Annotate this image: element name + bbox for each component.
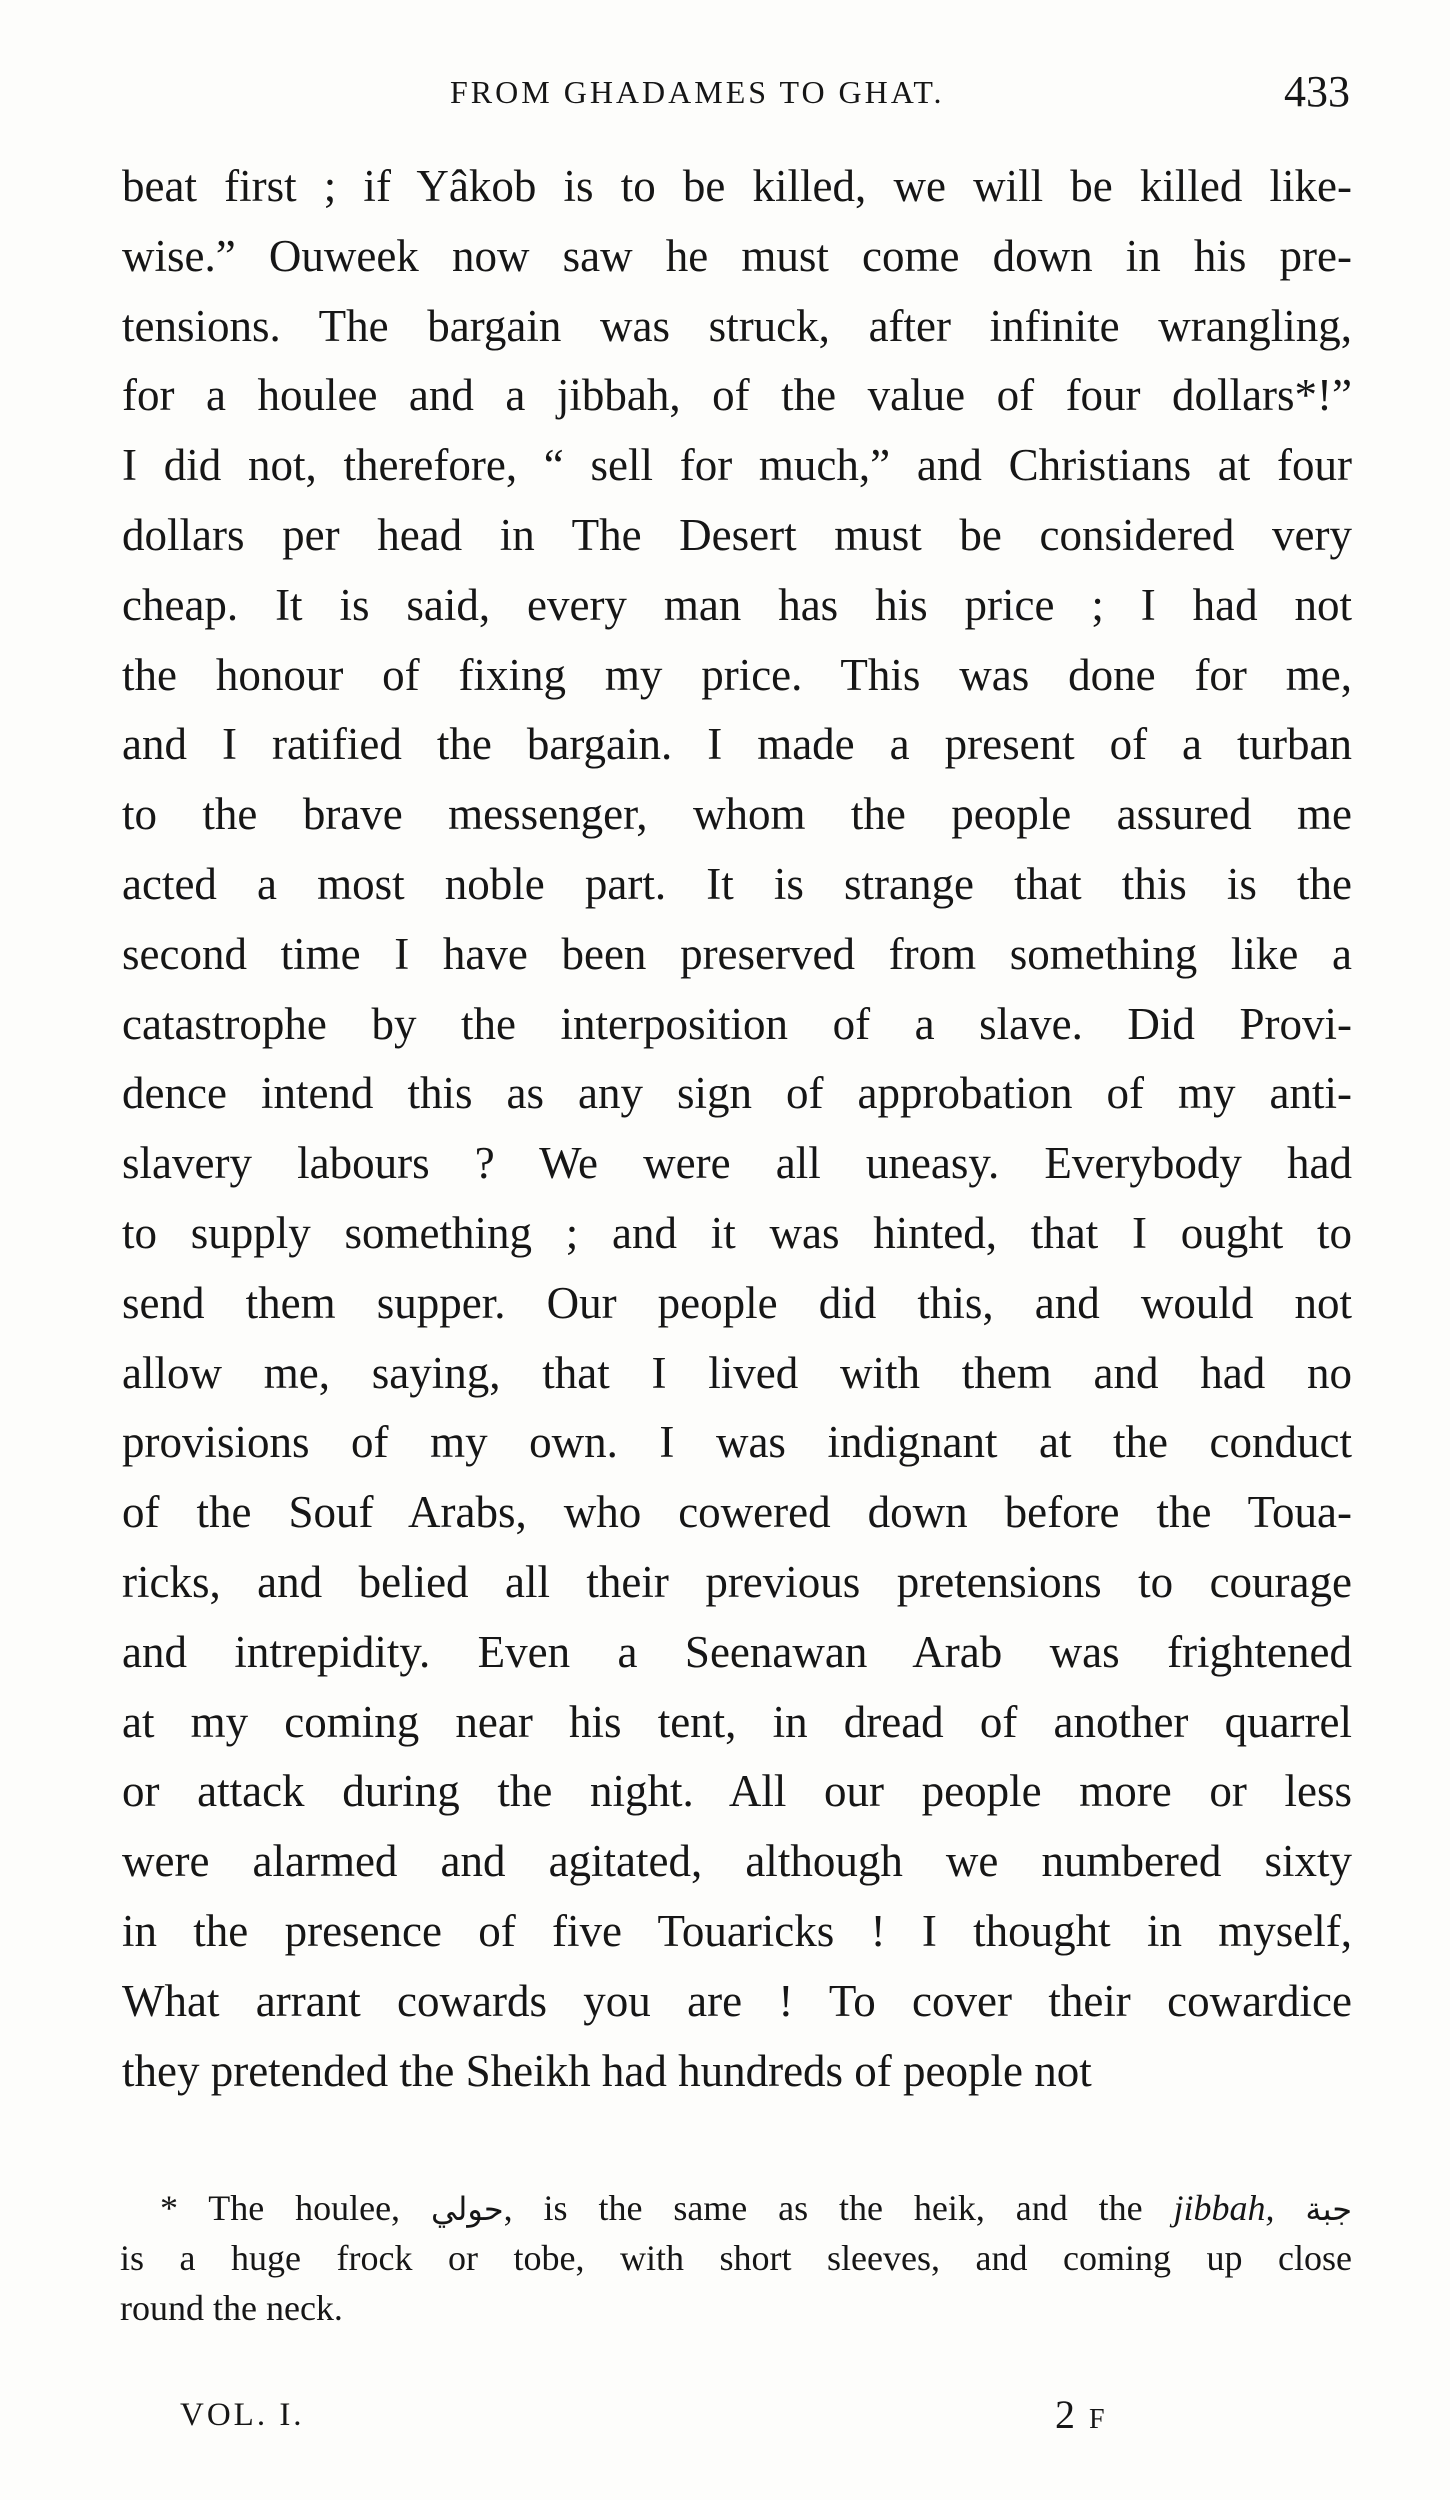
- text-line: ricks, and belied all their previous pretensions to courage: [122, 1556, 1352, 1607]
- text-line: What arrant cowards you are ! To cover their cowardice: [122, 1975, 1352, 2026]
- text-line: dollars per head in The Desert must be considered very: [122, 509, 1352, 560]
- running-title: FROM GHADAMES TO GHAT.: [450, 74, 945, 110]
- text-line: were alarmed and agitated, although we numbered sixty: [122, 1836, 1352, 1887]
- footnote-prefix: * The houlee,: [160, 2188, 401, 2228]
- footnote-middle: , is the same as the heik, and the: [503, 2188, 1174, 2228]
- text-line: send them supper. Our people did this, and would not: [122, 1277, 1352, 1328]
- footnote-line: round the neck.: [120, 2288, 343, 2328]
- text-line: or attack during the night. All our people more or less: [122, 1766, 1352, 1817]
- text-line: in the presence of five Touaricks ! I thought in myself,: [122, 1905, 1352, 1956]
- footnote: [120, 2183, 1352, 2333]
- arabic-word-jibbah: جبة: [1305, 2190, 1352, 2228]
- text-line: acted a most noble part. It is strange that this is the: [122, 858, 1352, 909]
- volume-label: VOL. I.: [180, 2397, 305, 2433]
- text-line: cheap. It is said, every man has his price ; I had not: [122, 579, 1352, 630]
- text-line: catastrophe by the interposition of a slave. Did Provi-: [122, 998, 1352, 1049]
- text-line: beat first ; if Yâkob is to be killed, we will be killed like-: [122, 161, 1352, 211]
- text-line: I did not, therefore, “ sell for much,” and Christians at four: [122, 440, 1352, 491]
- footnote-line: is a huge frock or tobe, with short sleeves, and coming up close: [120, 2238, 1352, 2278]
- text-line: tensions. The bargain was struck, after infinite wrangling,: [122, 300, 1352, 351]
- text-line: and I ratified the bargain. I made a present of a turban: [122, 719, 1352, 770]
- text-line: for a houlee and a jibbah, of the value of four dollars*!”: [122, 370, 1352, 421]
- page-number: 433: [1284, 67, 1350, 116]
- text-line: they pretended the Sheikh had hundreds of people not: [122, 2045, 1092, 2096]
- text-line: slavery labours ? We were all uneasy. Everybody had: [122, 1138, 1352, 1189]
- signature-number: 2: [1055, 2392, 1077, 2437]
- arabic-word-houlee: حولي: [430, 2190, 504, 2228]
- text-line: allow me, saying, that I lived with them and had no: [122, 1347, 1352, 1398]
- text-line: to the brave messenger, whom the people assured me: [122, 789, 1352, 840]
- text-line: at my coming near his tent, in dread of another quarrel: [122, 1696, 1352, 1747]
- text-line: second time I have been preserved from something like a: [122, 928, 1352, 979]
- page-header: [120, 62, 1350, 122]
- page-footer: [180, 2385, 1180, 2445]
- text-line: dence intend this as any sign of approbation of my anti-: [122, 1068, 1352, 1119]
- footnote-italic-term: jibbah,: [1173, 2188, 1275, 2228]
- text-line: and intrepidity. Even a Seenawan Arab was frightened: [122, 1626, 1352, 1677]
- signature-letter: F: [1089, 2404, 1107, 2435]
- text-line: the honour of fixing my price. This was done for me,: [122, 649, 1352, 700]
- text-line: to supply something ; and it was hinted, that I ought to: [122, 1207, 1352, 1258]
- body-text: [122, 152, 1352, 2106]
- text-line: of the Souf Arabs, who cowered down before the Toua-: [122, 1487, 1352, 1538]
- text-line: wise.” Ouweek now saw he must come down in his pre-: [122, 230, 1352, 281]
- text-line: provisions of my own. I was indignant at the conduct: [122, 1417, 1352, 1468]
- signature-mark: [1055, 2385, 1107, 2450]
- footnote-line: [120, 2183, 1352, 2233]
